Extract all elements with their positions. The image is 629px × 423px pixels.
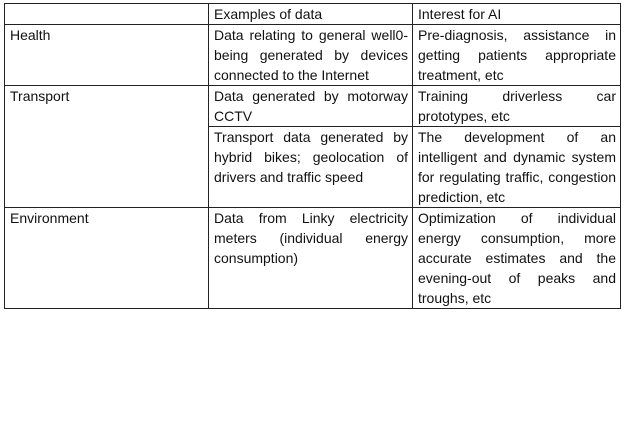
example-cell: Data from Linky electricity meters (individual energy consumption) <box>209 208 413 309</box>
interest-cell: The development of an intelligent and dynamic system for regulating traffic, congestion prediction, etc <box>413 127 621 208</box>
example-cell: Transport data generated by hybrid bikes; geolocation of drivers and traffic speed <box>209 127 413 208</box>
example-cell: Data generated by motorway CCTV <box>209 86 413 127</box>
category-cell: Environment <box>5 208 209 309</box>
header-cell-interest: Interest for AI <box>413 4 621 25</box>
category-cell: Transport <box>5 86 209 208</box>
interest-cell: Pre-diagnosis, assistance in getting patients appropriate treatment, etc <box>413 25 621 86</box>
category-cell: Health <box>5 25 209 86</box>
interest-cell: Training driverless car prototypes, etc <box>413 86 621 127</box>
table-row-environment <box>5 208 621 309</box>
table-row-health <box>5 25 621 86</box>
table-header-row <box>5 4 621 25</box>
example-cell: Data relating to general well0-being generated by devices connected to the Internet <box>209 25 413 86</box>
header-cell-blank <box>5 4 209 25</box>
table-row-transport <box>5 86 621 127</box>
header-cell-examples: Examples of data <box>209 4 413 25</box>
ai-data-table <box>4 3 621 309</box>
interest-cell: Optimization of individual energy consumption, more accurate estimates and the evening-out of peaks and troughs, etc <box>413 208 621 309</box>
